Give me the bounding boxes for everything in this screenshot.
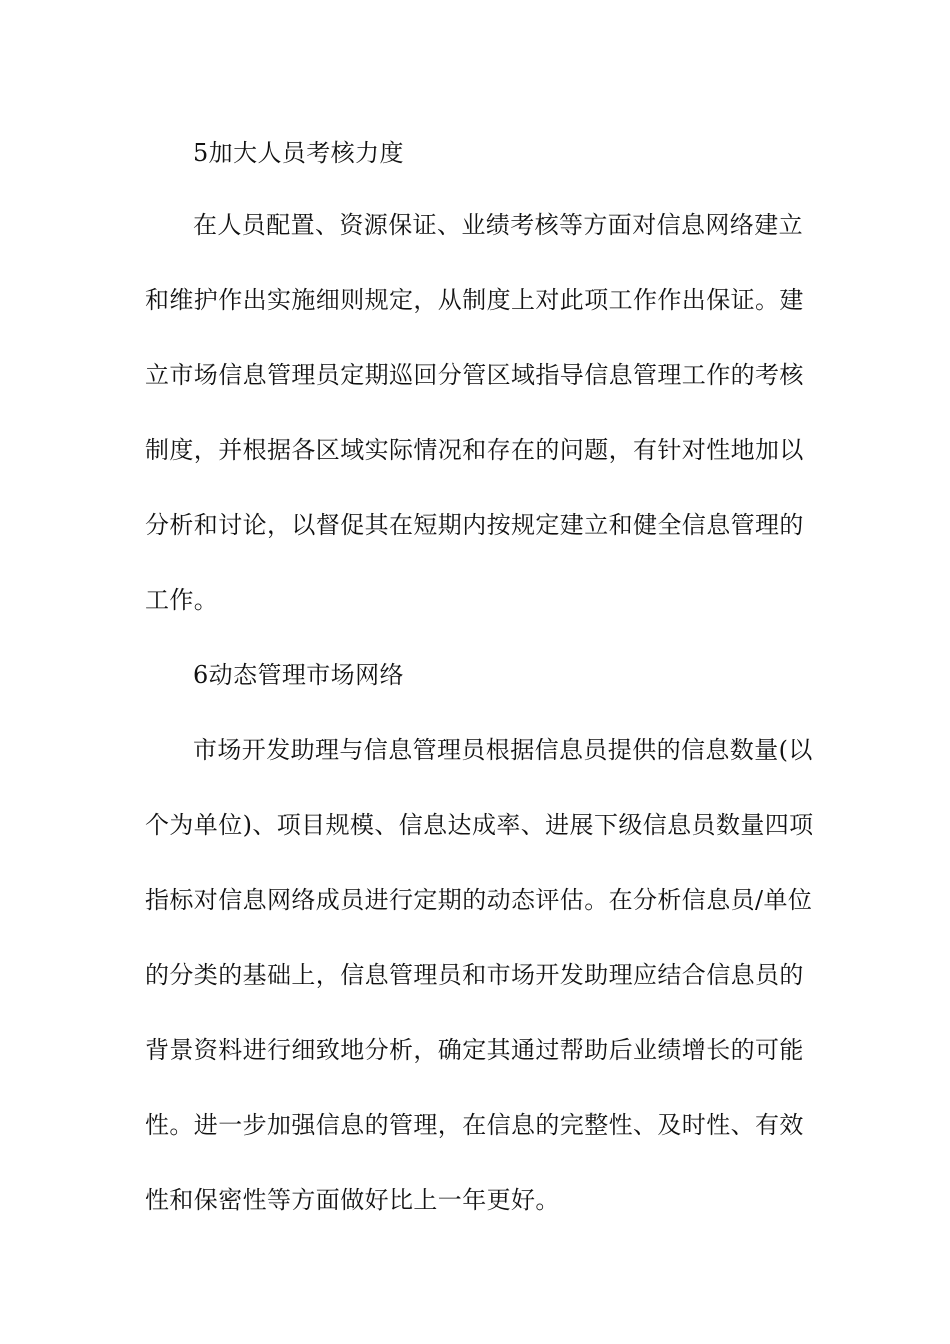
paragraph-line: 的分类的基础上，信息管理员和市场开发助理应结合信息员的 [145, 961, 804, 989]
section-heading-5: 5加大人员考核力度 [193, 139, 404, 167]
paragraph-line: 性。进一步加强信息的管理，在信息的完整性、及时性、有效 [145, 1111, 804, 1139]
section-heading-6: 6动态管理市场网络 [193, 661, 404, 689]
paragraph-line: 分析和讨论，以督促其在短期内按规定建立和健全信息管理的 [145, 511, 804, 539]
paragraph-line: 立市场信息管理员定期巡回分管区域指导信息管理工作的考核 [145, 361, 804, 389]
paragraph-line: 性和保密性等方面做好比上一年更好。 [145, 1186, 560, 1214]
paragraph-line: 个为单位)、项目规模、信息达成率、进展下级信息员数量四项 [145, 811, 814, 839]
paragraph-line: 制度，并根据各区域实际情况和存在的问题，有针对性地加以 [145, 436, 804, 464]
paragraph-line: 工作。 [145, 586, 219, 614]
paragraph-line: 市场开发助理与信息管理员根据信息员提供的信息数量(以 [193, 736, 813, 764]
paragraph-line: 指标对信息网络成员进行定期的动态评估。在分析信息员/单位 [145, 886, 813, 914]
paragraph-line: 在人员配置、资源保证、业绩考核等方面对信息网络建立 [193, 211, 803, 239]
paragraph-line: 背景资料进行细致地分析，确定其通过帮助后业绩增长的可能 [145, 1036, 804, 1064]
paragraph-line: 和维护作出实施细则规定，从制度上对此项工作作出保证。建 [145, 286, 804, 314]
